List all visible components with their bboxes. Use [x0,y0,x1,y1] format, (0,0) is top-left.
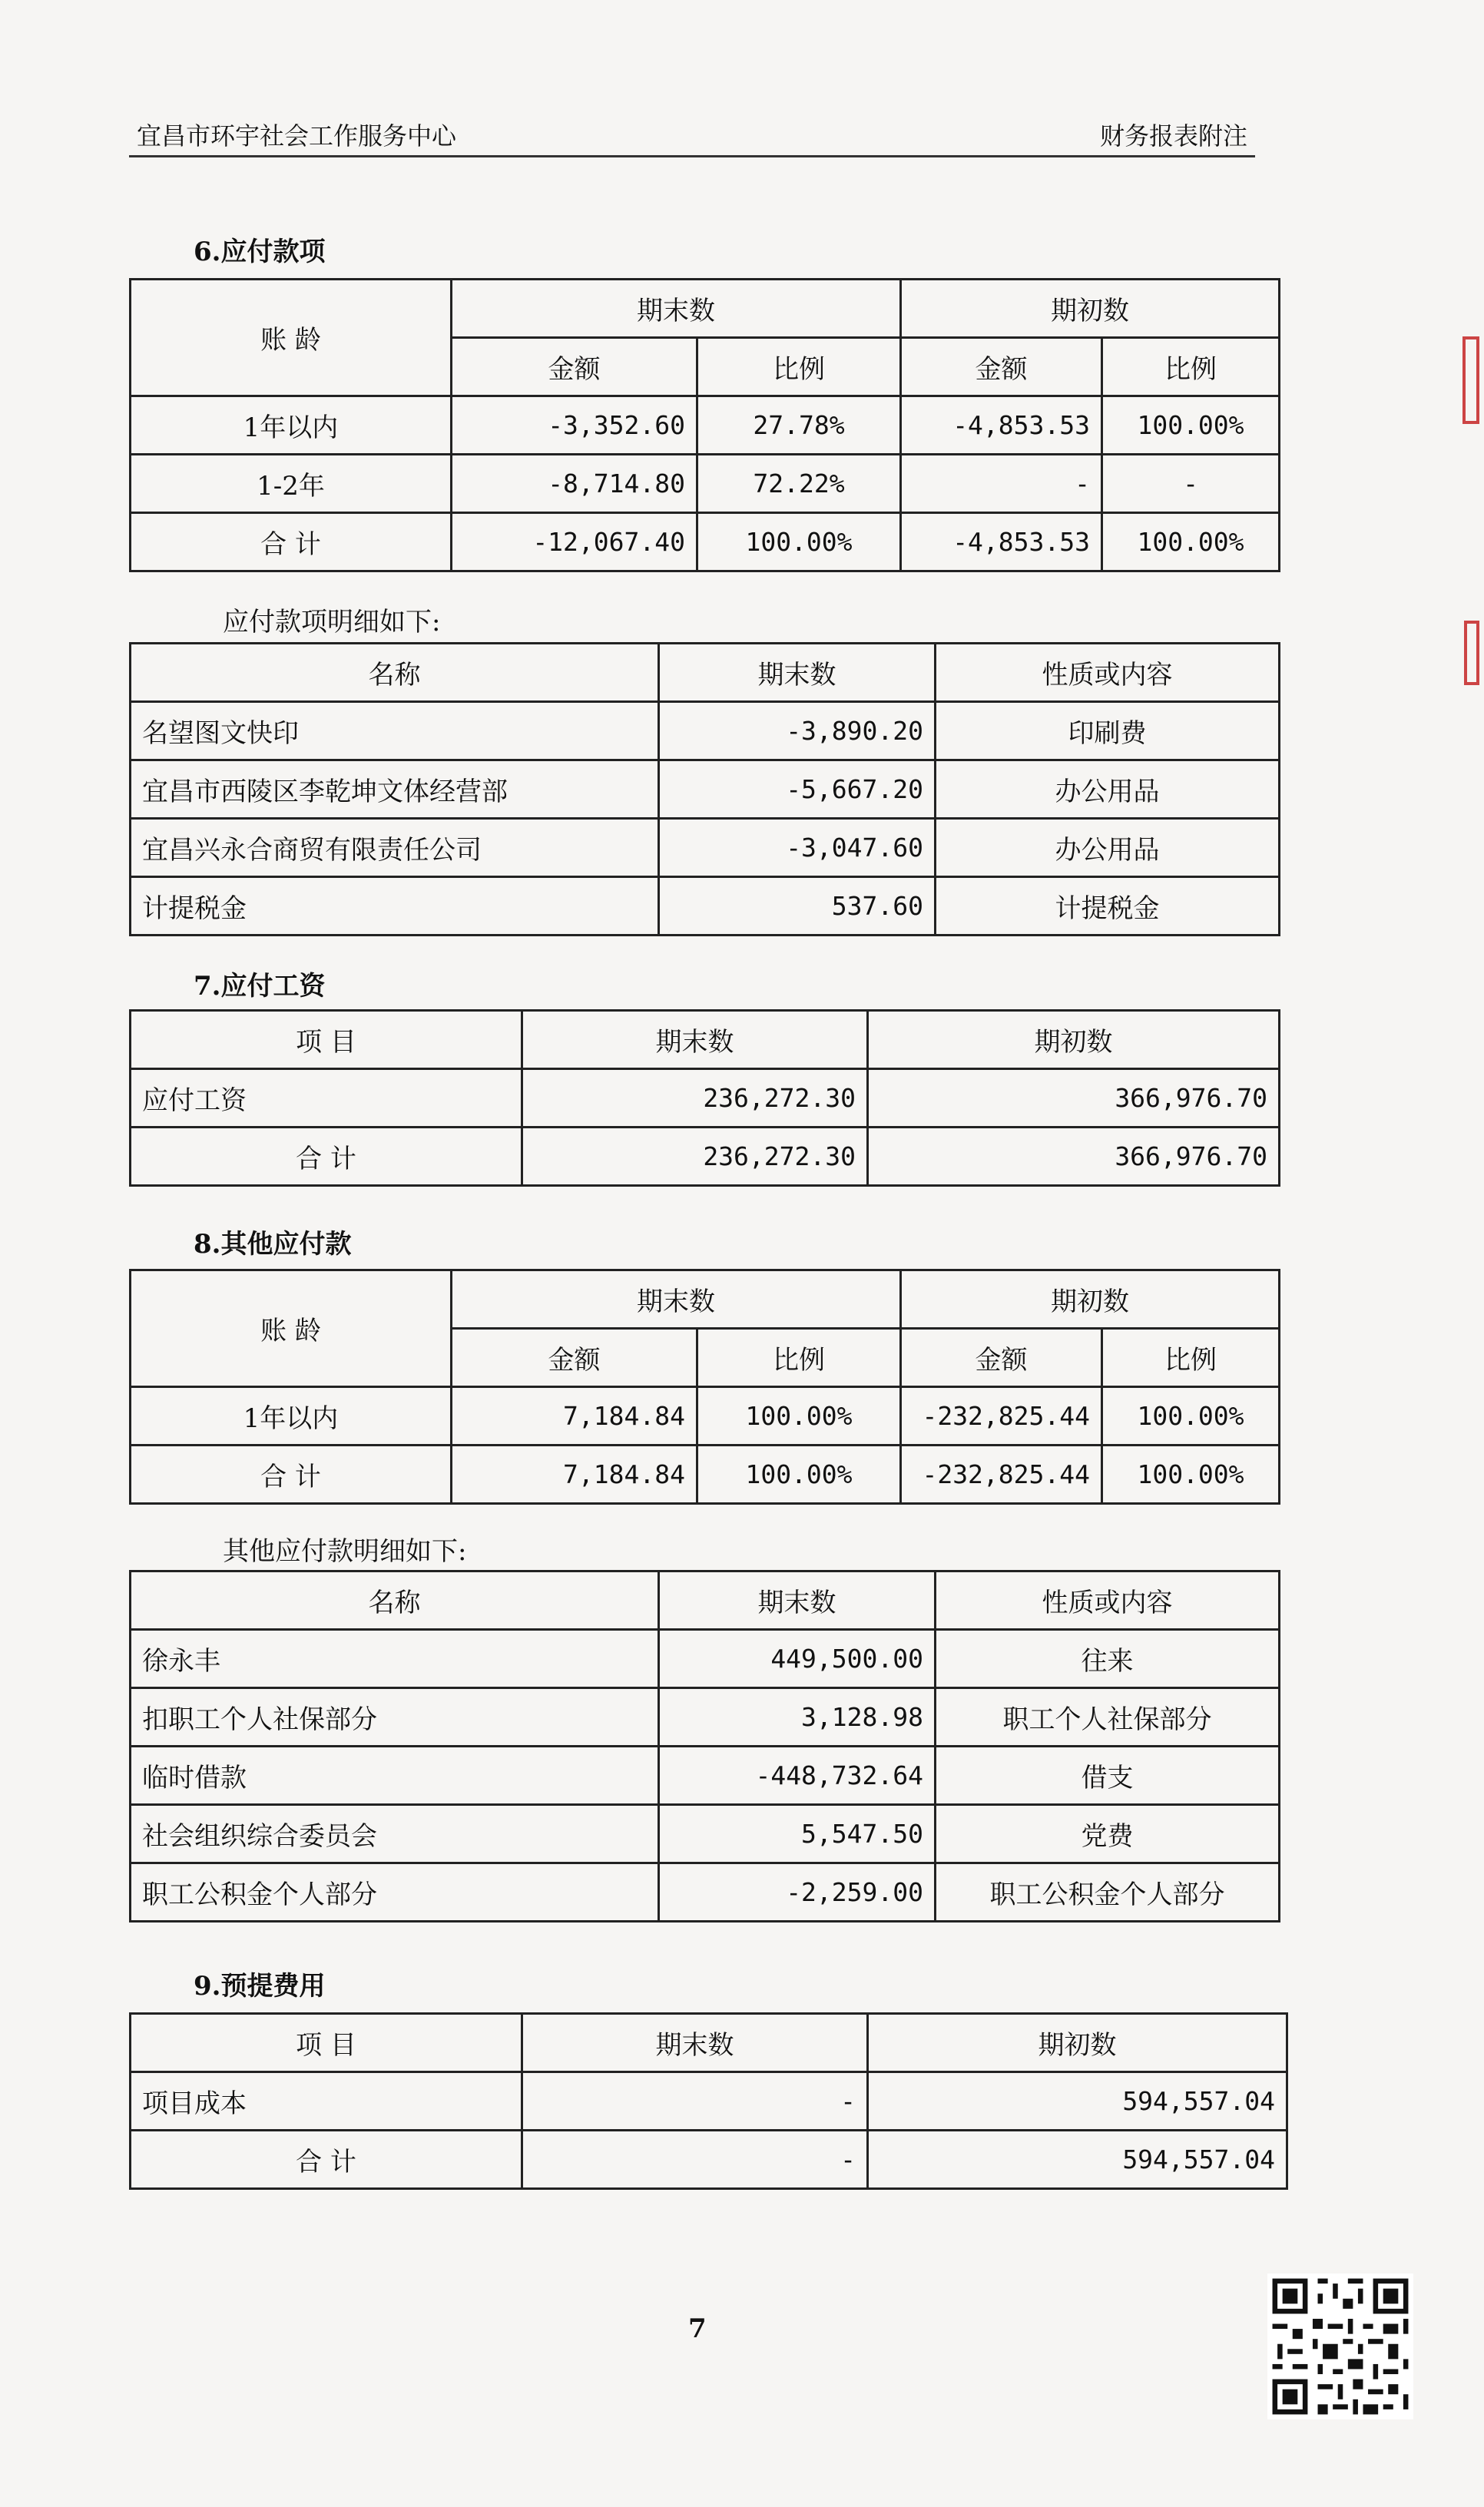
table-row [131,819,1280,877]
detail-end: -3,047.60 [659,819,936,877]
detail-nature-header: 性质或内容 [936,644,1280,702]
end-amount: 236,272.30 [522,1128,868,1186]
detail-nature: 往来 [936,1630,1280,1688]
detail-end: 537.60 [659,877,936,936]
table-row [131,1805,1280,1863]
end-amount: -3,352.60 [452,396,697,455]
detail-nature: 党费 [936,1805,1280,1863]
s8-detail-note: 其他应付款明细如下: [223,1536,467,1567]
s6-end-header: 期末数 [452,280,901,338]
detail-name: 职工公积金个人部分 [131,1863,659,1922]
s8-begin-amt-header: 金额 [901,1329,1102,1387]
detail-end: -448,732.64 [659,1747,936,1805]
detail-name: 徐永丰 [131,1630,659,1688]
begin-amount: -232,825.44 [901,1446,1102,1504]
begin-ratio: 100.00% [1102,1446,1280,1504]
table-row [131,1069,1280,1128]
begin-amount: -4,853.53 [901,396,1102,455]
table-row [131,1387,1280,1446]
detail-name: 宜昌市西陵区李乾坤文体经营部 [131,760,659,819]
s9-end-header: 期末数 [522,2014,868,2072]
s6-begin-amt-header: 金额 [901,338,1102,396]
table-row-total [131,1446,1280,1504]
begin-ratio: 100.00% [1102,513,1280,571]
detail-nature: 计提税金 [936,877,1280,936]
s6-detail-note: 应付款项明细如下: [223,607,441,638]
row-label: 合 计 [131,1446,452,1504]
page-header [129,114,1255,157]
end-amount: - [522,2072,868,2131]
s6-detail-table [129,642,1280,936]
detail-nature: 借支 [936,1747,1280,1805]
table-row [131,760,1280,819]
section-8-title: 8.其他应付款 [194,1229,352,1260]
table-row [131,702,1280,760]
detail-name-header: 名称 [131,1571,659,1630]
begin-amount: 366,976.70 [868,1128,1280,1186]
begin-ratio: 100.00% [1102,396,1280,455]
detail-name-header: 名称 [131,644,659,702]
table-row [131,396,1280,455]
s8-age-header: 账 龄 [131,1270,452,1387]
table-row [131,1747,1280,1805]
end-ratio: 27.78% [697,396,901,455]
row-label: 合 计 [131,2131,522,2189]
table-row-total [131,2131,1287,2189]
end-amount: 7,184.84 [452,1446,697,1504]
s8-begin-header: 期初数 [901,1270,1280,1329]
s6-begin-ratio-header: 比例 [1102,338,1280,396]
detail-end: -3,890.20 [659,702,936,760]
end-ratio: 100.00% [697,513,901,571]
table-row [131,877,1280,936]
row-label: 合 计 [131,1128,522,1186]
table-row [131,1630,1280,1688]
s8-end-ratio-header: 比例 [697,1329,901,1387]
detail-end: 5,547.50 [659,1805,936,1863]
edge-stamp-fragment-icon [1459,330,1484,699]
section-9-title: 9.预提费用 [194,1971,326,2002]
s8-begin-ratio-header: 比例 [1102,1329,1280,1387]
s7-begin-header: 期初数 [868,1011,1280,1069]
end-amount: -12,067.40 [452,513,697,571]
s6-end-amt-header: 金额 [452,338,697,396]
detail-nature: 印刷费 [936,702,1280,760]
detail-nature: 职工公积金个人部分 [936,1863,1280,1922]
qr-code-icon [1267,2274,1413,2419]
begin-amount: 594,557.04 [868,2131,1287,2189]
row-label: 1年以内 [131,396,452,455]
end-amount: - [522,2131,868,2189]
s6-aging-table [129,278,1280,572]
s6-age-header: 账 龄 [131,280,452,396]
begin-amount: - [901,455,1102,513]
detail-name: 计提税金 [131,877,659,936]
s8-aging-table [129,1269,1280,1505]
detail-end-header: 期末数 [659,644,936,702]
end-ratio: 100.00% [697,1446,901,1504]
table-row-total [131,1128,1280,1186]
detail-name: 扣职工个人社保部分 [131,1688,659,1747]
s8-detail-table [129,1570,1280,1922]
detail-name: 宜昌兴永合商贸有限责任公司 [131,819,659,877]
table-row [131,1863,1280,1922]
s8-end-amt-header: 金额 [452,1329,697,1387]
end-amount: 236,272.30 [522,1069,868,1128]
detail-name: 名望图文快印 [131,702,659,760]
detail-nature: 办公用品 [936,760,1280,819]
end-ratio: 100.00% [697,1387,901,1446]
row-label: 1-2年 [131,455,452,513]
begin-amount: -4,853.53 [901,513,1102,571]
s6-end-ratio-header: 比例 [697,338,901,396]
s8-end-header: 期末数 [452,1270,901,1329]
detail-end: 3,128.98 [659,1688,936,1747]
begin-amount: 366,976.70 [868,1069,1280,1128]
page-number: 7 [688,2313,707,2344]
table-row [131,455,1280,513]
detail-end-header: 期末数 [659,1571,936,1630]
s9-begin-header: 期初数 [868,2014,1287,2072]
end-ratio: 72.22% [697,455,901,513]
detail-end: 449,500.00 [659,1630,936,1688]
table-row-total [131,513,1280,571]
header-doc-title: 财务报表附注 [1099,121,1247,151]
s6-begin-header: 期初数 [901,280,1280,338]
detail-nature-header: 性质或内容 [936,1571,1280,1630]
row-label: 项目成本 [131,2072,522,2131]
detail-end: -2,259.00 [659,1863,936,1922]
row-label: 应付工资 [131,1069,522,1128]
row-label: 合 计 [131,513,452,571]
begin-amount: 594,557.04 [868,2072,1287,2131]
s9-table [129,2012,1288,2190]
detail-nature: 职工个人社保部分 [936,1688,1280,1747]
end-amount: 7,184.84 [452,1387,697,1446]
begin-ratio: 100.00% [1102,1387,1280,1446]
row-label: 1年以内 [131,1387,452,1446]
s7-item-header: 项 目 [131,1011,522,1069]
s7-table [129,1009,1280,1187]
detail-name: 临时借款 [131,1747,659,1805]
table-row [131,2072,1287,2131]
section-6-title: 6.应付款项 [194,237,326,267]
begin-amount: -232,825.44 [901,1387,1102,1446]
table-row [131,1688,1280,1747]
detail-nature: 办公用品 [936,819,1280,877]
detail-end: -5,667.20 [659,760,936,819]
section-7-title: 7.应付工资 [194,971,326,1002]
header-org: 宜昌市环宇社会工作服务中心 [137,121,457,151]
s9-item-header: 项 目 [131,2014,522,2072]
s7-end-header: 期末数 [522,1011,868,1069]
end-amount: -8,714.80 [452,455,697,513]
begin-ratio: - [1102,455,1280,513]
detail-name: 社会组织综合委员会 [131,1805,659,1863]
